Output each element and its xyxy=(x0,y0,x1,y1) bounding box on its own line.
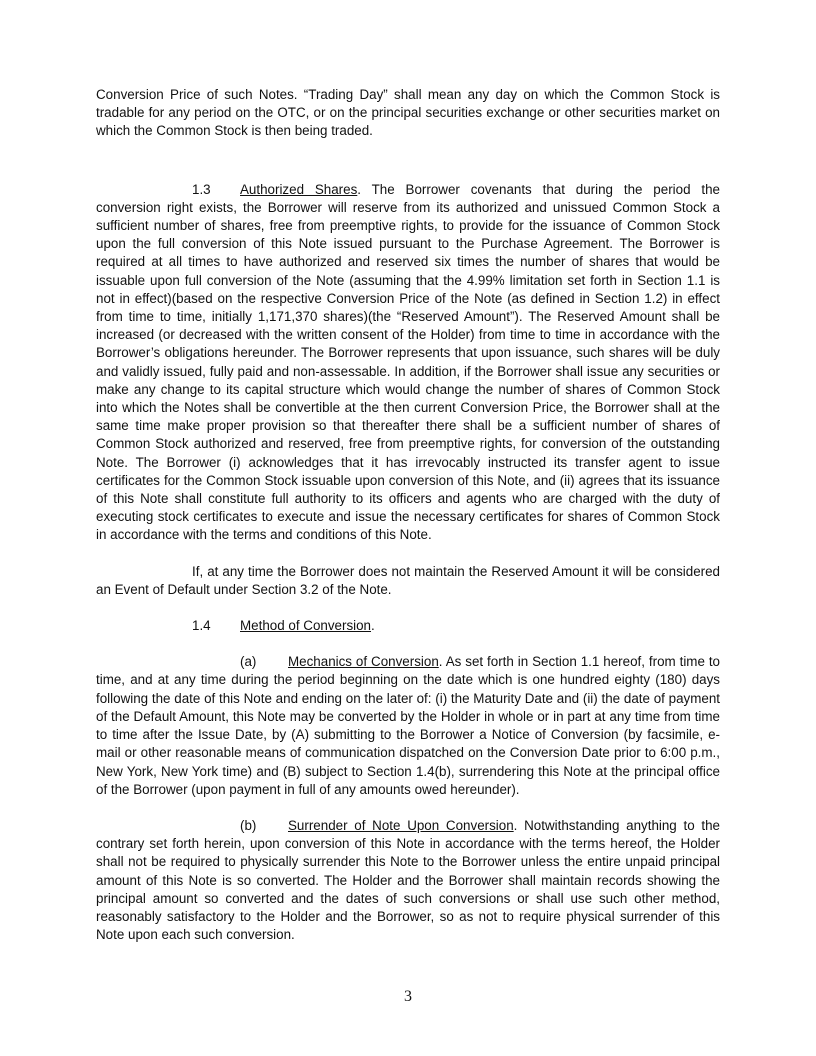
section-1-3-paragraph xyxy=(96,181,720,545)
section-1-4-b-label: (b) xyxy=(240,817,257,833)
section-1-3-text: The Borrower covenants that during the period the conversion right exists, the Borrower will reserve from its authorized and unissued Common Stock a sufficient number of shares, free from preemptive rights, to provide for the issuance of Common Stock upon the full conversion of this Note issued pursuant to the Purchase Agreement. The Borrower is required at all times to have authorized and reserved six times the number of shares that would be issuable upon full conversion of the Note (assuming that the 4.99% limitation set forth in Section 1.1 is not in effect)(based on the respective Conversion Price of the Note (as defined in Section 1.2) in effect from time to time, initially 1,171,370 shares)(the “Reserved Amount”). The Reserved Amount shall be increased (or decreased with the written consent of the Holder) from time to time in accordance with the Borrower’s obligations hereunder. The Borrower represents that upon issuance, such shares will be duly and validly issued, fully paid and non-assessable. In addition, if the Borrower shall issue any securities or make any change to its capital structure which would change the number of shares of Common Stock into which the Notes shall be convertible at the then current Conversion Price, the Borrower shall at the same time make proper provision so that thereafter there shall be a sufficient number of shares of Common Stock authorized and reserved, free from preemptive rights, for conversion of the outstanding Note. The Borrower (i) acknowledges that it has irrevocably instructed its transfer agent to issue certificates for the Common Stock issuable upon conversion of this Note, and (ii) agrees that its issuance of this Note shall constitute full authority to its officers and agents who are charged with the duty of executing stock certificates to execute and issue the necessary certificates for shares of Common Stock in accordance with the terms and conditions of this Note. xyxy=(96,181,720,543)
section-1-4-heading: Method of Conversion xyxy=(240,618,372,634)
section-1-4-number: 1.4 xyxy=(192,618,211,634)
section-1-3-heading: Authorized Shares xyxy=(240,181,358,197)
section-1-4-a-text: . As set forth in Section 1.1 hereof, from time to time, and at any time during the period beginning on the date which is one hundred eighty (180) days following the date of this Note and ending on the later of: (i) the Maturity Date and (ii) the date of payment of the Default Amount, this Note may be converted by the Holder in whole or in part at any time from time to time after the Issue Date, by (A) submitting to the Borrower a Notice of Conversion (by facsimile, e-mail or other reasonable means of communication dispatched on the Conversion Date prior to 6:00 p.m., New York, New York time) and (B) subject to Section 1.4(b), surrendering this Note at the principal office of the Borrower (upon payment in full of any amounts owed hereunder). xyxy=(96,654,720,797)
section-1-3-heading-punct: . xyxy=(357,181,362,197)
reserved-amount-default-paragraph xyxy=(96,563,720,599)
reserved-amount-default-text: If, at any time the Borrower does not maintain the Reserved Amount it will be considered an Event of Default under Section 3.2 of the Note. xyxy=(96,563,720,597)
section-1-4-a-heading: Mechanics of Conversion xyxy=(288,654,439,670)
section-1-4-b-text: . Notwithstanding anything to the contrary set forth herein, upon conversion of this Note in accordance with the terms hereof, the Holder shall not be required to physically surrender this Note to the Borrower unless the entire unpaid principal amount of this Note is so converted. The Holder and the Borrower shall maintain records showing the principal amount so converted and the dates of such conversions or shall use such other method, reasonably satisfactory to the Holder and the Borrower, so as not to require physical surrender of this Note upon each such conversion. xyxy=(96,817,720,943)
page-number: 3 xyxy=(404,988,412,1005)
section-1-4-a-label: (a) xyxy=(240,654,257,670)
paragraph-continuation: Conversion Price of such Notes. “Trading Day” shall mean any day on which the Common Stock is tradable for any period on the OTC, or on the principal securities exchange or other securities market on which the Common Stock is then being traded. xyxy=(96,87,720,139)
document-page xyxy=(96,86,720,944)
section-1-4-a-paragraph xyxy=(96,653,720,799)
section-1-4-b-heading: Surrender of Note Upon Conversion xyxy=(288,817,514,833)
section-1-4-heading-punct: . xyxy=(371,618,375,634)
section-1-4-heading-line xyxy=(96,617,720,635)
section-1-3-number: 1.3 xyxy=(192,181,211,197)
section-1-4-b-paragraph xyxy=(96,817,720,944)
